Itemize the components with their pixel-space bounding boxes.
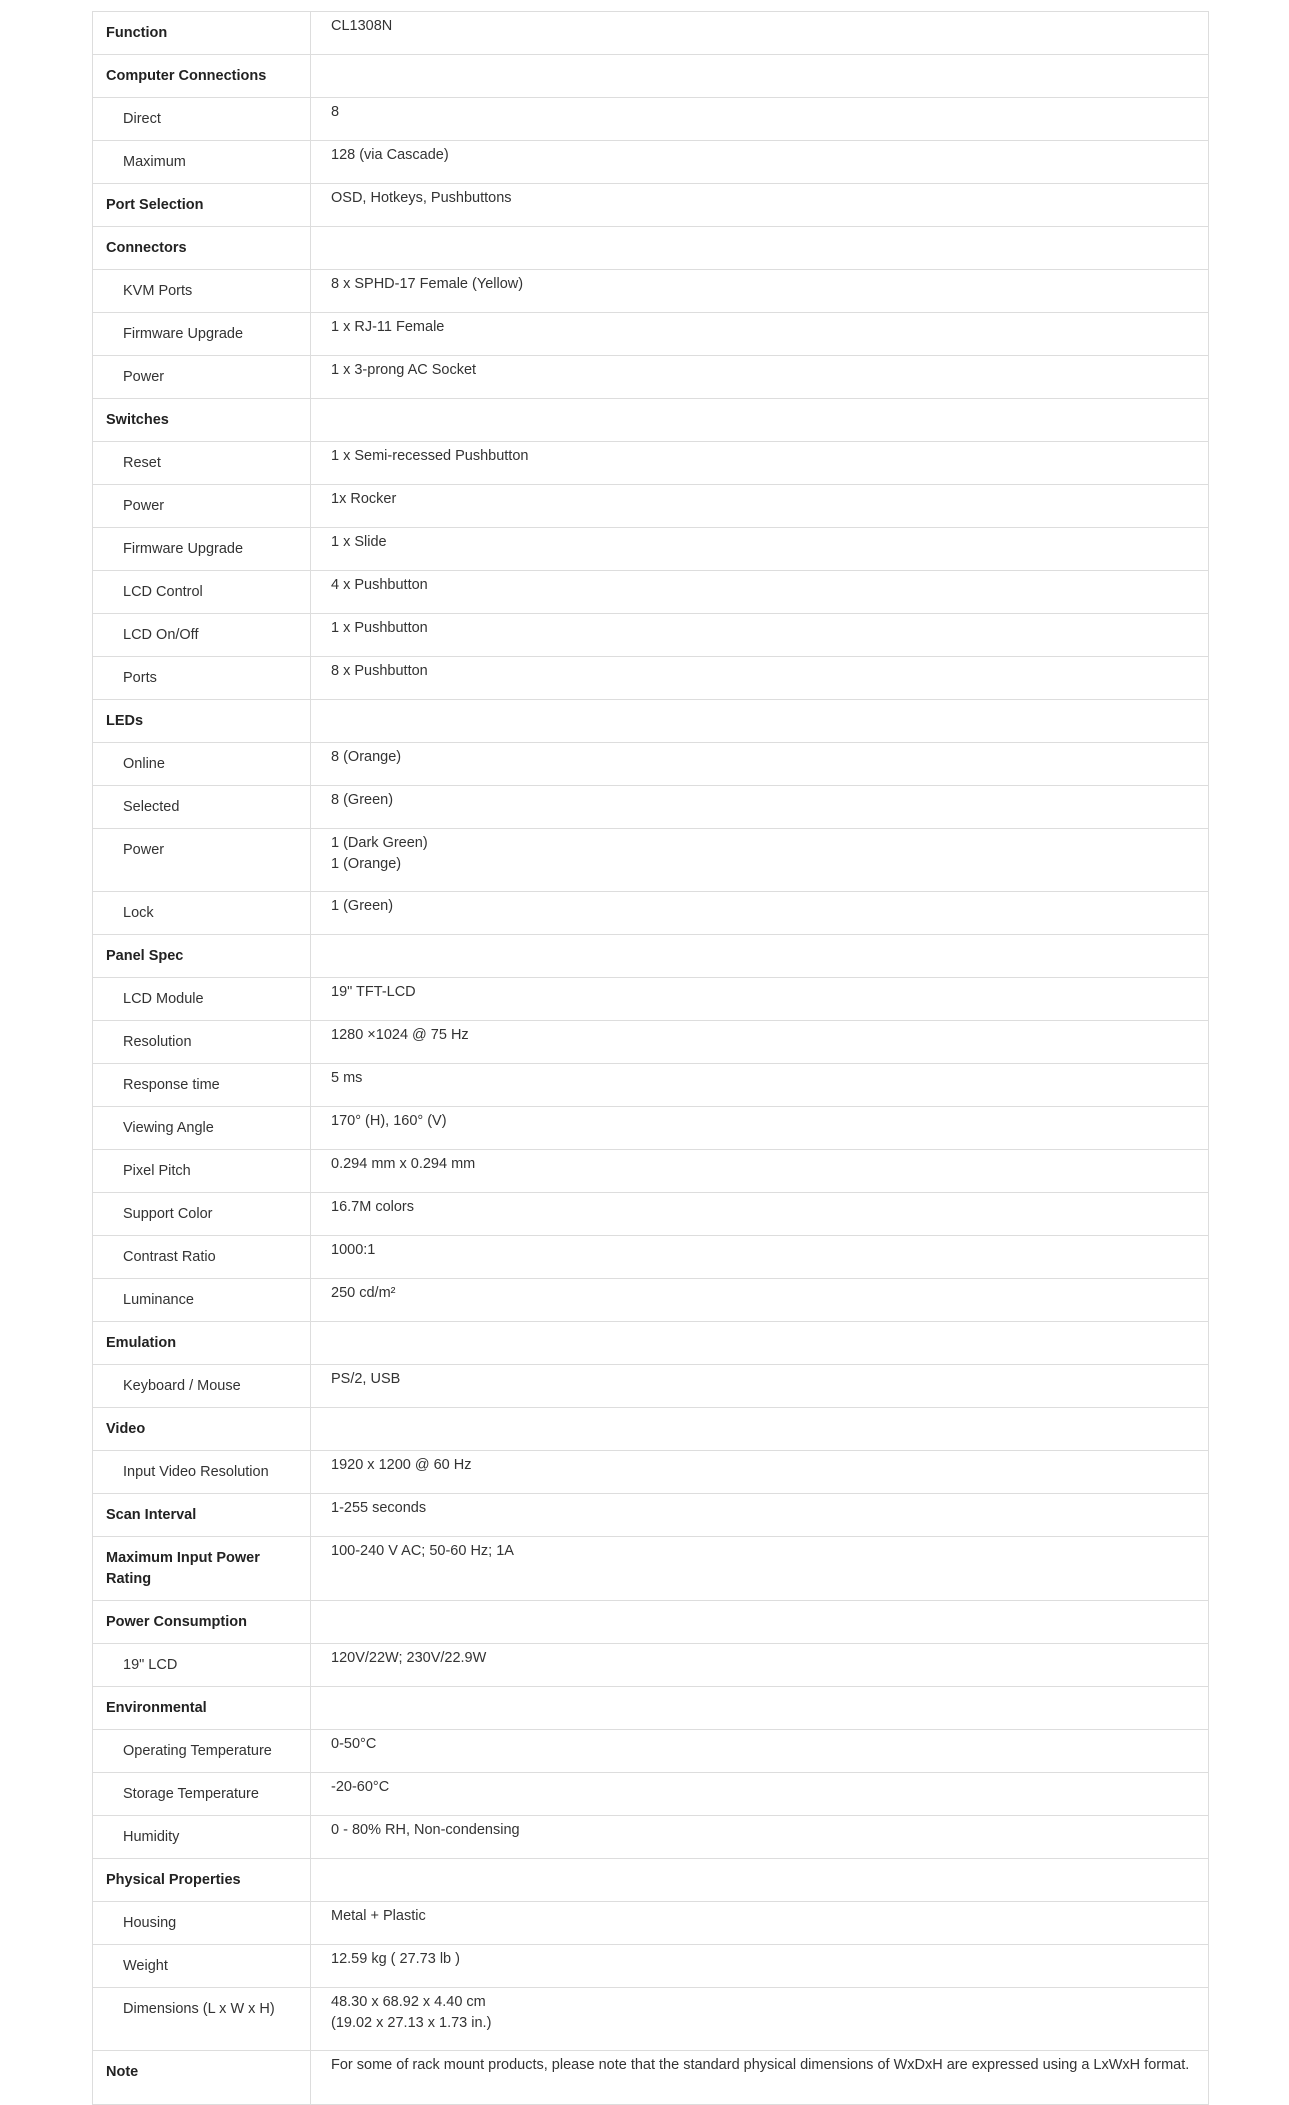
spec-value-cell [311, 1687, 1209, 1730]
spec-label-cell [93, 528, 311, 571]
spec-value: OSD, Hotkeys, Pushbuttons [331, 190, 512, 206]
spec-value-cell [311, 1451, 1209, 1494]
spec-row [93, 1064, 1209, 1107]
spec-row [93, 356, 1209, 399]
spec-label-cell [93, 1193, 311, 1236]
spec-value-cell [311, 2051, 1209, 2105]
spec-label: Maximum [123, 154, 186, 170]
spec-label-cell [93, 399, 311, 442]
spec-label: Function [106, 25, 168, 41]
spec-value-cell [311, 1021, 1209, 1064]
spec-label: Online [123, 756, 165, 772]
spec-value-cell [311, 1730, 1209, 1773]
section-title: Computer Connections [106, 68, 267, 84]
spec-label-cell [93, 1279, 311, 1322]
spec-value-cell [311, 892, 1209, 935]
section-title: Panel Spec [106, 948, 184, 964]
spec-value-cell [311, 442, 1209, 485]
spec-label: Maximum Input Power Rating [106, 1550, 260, 1587]
spec-value-cell [311, 1279, 1209, 1322]
spec-value-cell [311, 571, 1209, 614]
spec-row [93, 1494, 1209, 1537]
spec-value-cell [311, 829, 1209, 892]
spec-row [93, 1451, 1209, 1494]
spec-label-cell [93, 829, 311, 892]
spec-value: 0.294 mm x 0.294 mm [331, 1156, 476, 1172]
spec-row [93, 1644, 1209, 1687]
spec-value [311, 1322, 1208, 1336]
spec-value: 1920 x 1200 @ 60 Hz [331, 1457, 472, 1473]
spec-value-cell [311, 1107, 1209, 1150]
spec-row [93, 141, 1209, 184]
spec-row [93, 313, 1209, 356]
spec-label: Scan Interval [106, 1507, 197, 1523]
spec-label-cell [93, 1365, 311, 1408]
spec-label-cell [93, 442, 311, 485]
spec-row [93, 1365, 1209, 1408]
spec-label-cell [93, 1988, 311, 2051]
spec-value-cell [311, 700, 1209, 743]
spec-value: 8 x Pushbutton [331, 663, 428, 679]
spec-row [93, 1816, 1209, 1859]
spec-value [311, 55, 1208, 69]
spec-label-cell [93, 1150, 311, 1193]
spec-value-cell [311, 485, 1209, 528]
spec-value-cell [311, 1236, 1209, 1279]
spec-row [93, 657, 1209, 700]
spec-label-cell [93, 700, 311, 743]
spec-value-cell [311, 1150, 1209, 1193]
section-title: Physical Properties [106, 1872, 241, 1888]
spec-label-cell [93, 1773, 311, 1816]
spec-value: PS/2, USB [331, 1371, 401, 1387]
spec-label: Housing [123, 1915, 177, 1931]
spec-value: 1280 ×1024 @ 75 Hz [331, 1027, 469, 1043]
spec-value: 8 x SPHD-17 Female (Yellow) [331, 276, 524, 292]
spec-label: Support Color [123, 1206, 213, 1222]
spec-value-cell [311, 12, 1209, 55]
spec-label-cell [93, 1816, 311, 1859]
spec-value [311, 700, 1208, 714]
spec-label-cell [93, 786, 311, 829]
spec-label: Dimensions (L x W x H) [123, 2001, 275, 2017]
spec-value: 1 x Semi-recessed Pushbutton [331, 448, 529, 464]
spec-value: 170° (H), 160° (V) [331, 1113, 447, 1129]
spec-row [93, 786, 1209, 829]
spec-label: LCD Control [123, 584, 203, 600]
spec-label: Pixel Pitch [123, 1163, 191, 1179]
spec-row [93, 1279, 1209, 1322]
spec-value: 1000:1 [331, 1242, 376, 1258]
spec-value [311, 1687, 1208, 1701]
spec-label: Contrast Ratio [123, 1249, 216, 1265]
spec-value: 1 (Green) [331, 898, 394, 914]
spec-label: Input Video Resolution [123, 1464, 269, 1480]
spec-value-cell [311, 184, 1209, 227]
spec-label-cell [93, 1236, 311, 1279]
spec-row [93, 1902, 1209, 1945]
spec-row [93, 892, 1209, 935]
spec-value: 120V/22W; 230V/22.9W [331, 1650, 487, 1666]
spec-label-cell [93, 1945, 311, 1988]
spec-value: 16.7M colors [331, 1199, 415, 1215]
spec-value [311, 399, 1208, 413]
spec-label-cell [93, 485, 311, 528]
spec-row [93, 2051, 1209, 2105]
section-title: Power Consumption [106, 1614, 247, 1630]
spec-value-cell [311, 399, 1209, 442]
spec-label-cell [93, 1107, 311, 1150]
spec-label-cell [93, 356, 311, 399]
spec-row [93, 528, 1209, 571]
spec-value-cell [311, 1988, 1209, 2051]
spec-value-cell [311, 1859, 1209, 1902]
spec-value: 48.30 x 68.92 x 4.40 cm (19.02 x 27.13 x 1.73 in.) [331, 1994, 492, 2031]
spec-label: Firmware Upgrade [123, 541, 244, 557]
spec-value-cell [311, 141, 1209, 184]
spec-label: Ports [123, 670, 157, 686]
section-header-row [93, 935, 1209, 978]
spec-table-body [93, 12, 1209, 2105]
spec-label: LCD On/Off [123, 627, 199, 643]
spec-value-cell [311, 1494, 1209, 1537]
section-header-row [93, 1601, 1209, 1644]
section-header-row [93, 1859, 1209, 1902]
spec-value-cell [311, 356, 1209, 399]
spec-label: Power [123, 369, 165, 385]
spec-label: Reset [123, 455, 161, 471]
spec-label-cell [93, 892, 311, 935]
spec-label-cell [93, 935, 311, 978]
spec-value-cell [311, 743, 1209, 786]
spec-label: Direct [123, 111, 161, 127]
spec-value-cell [311, 1644, 1209, 1687]
spec-label: Humidity [123, 1829, 180, 1845]
spec-value: 5 ms [331, 1070, 363, 1086]
spec-value: 1x Rocker [331, 491, 397, 507]
spec-label: Port Selection [106, 197, 204, 213]
spec-value: 128 (via Cascade) [331, 147, 449, 163]
spec-value: 1 x Pushbutton [331, 620, 428, 636]
spec-row [93, 1537, 1209, 1601]
spec-label-cell [93, 98, 311, 141]
spec-label-cell [93, 1021, 311, 1064]
spec-value: 0-50°C [331, 1736, 377, 1752]
spec-row [93, 485, 1209, 528]
section-title: Emulation [106, 1335, 177, 1351]
spec-label-cell [93, 1730, 311, 1773]
spec-label-cell [93, 657, 311, 700]
spec-value-cell [311, 313, 1209, 356]
spec-table [92, 11, 1209, 2105]
spec-value: 1 x Slide [331, 534, 387, 550]
spec-row [93, 12, 1209, 55]
spec-label: Luminance [123, 1292, 194, 1308]
spec-label: Response time [123, 1077, 220, 1093]
spec-value: 100-240 V AC; 50-60 Hz; 1A [331, 1543, 514, 1559]
spec-label-cell [93, 270, 311, 313]
spec-value [311, 1408, 1208, 1422]
spec-row [93, 1021, 1209, 1064]
spec-row [93, 270, 1209, 313]
spec-value: -20-60°C [331, 1779, 390, 1795]
spec-label: Storage Temperature [123, 1786, 259, 1802]
spec-label-cell [93, 1601, 311, 1644]
spec-row [93, 743, 1209, 786]
spec-label-cell [93, 1644, 311, 1687]
spec-value [311, 1601, 1208, 1615]
spec-label-cell [93, 1902, 311, 1945]
spec-label: LCD Module [123, 991, 204, 1007]
spec-value: Metal + Plastic [331, 1908, 426, 1924]
spec-value-cell [311, 1902, 1209, 1945]
spec-value-cell [311, 1064, 1209, 1107]
spec-row [93, 1988, 1209, 2051]
spec-value: 19" TFT-LCD [331, 984, 416, 1000]
spec-value-cell [311, 98, 1209, 141]
spec-label-cell [93, 743, 311, 786]
spec-label: Resolution [123, 1034, 192, 1050]
spec-row [93, 1193, 1209, 1236]
spec-label-cell [93, 1494, 311, 1537]
spec-value: 1 (Dark Green) 1 (Orange) [331, 835, 428, 872]
spec-value-cell [311, 1322, 1209, 1365]
spec-label-cell [93, 12, 311, 55]
spec-label: Weight [123, 1958, 168, 1974]
spec-row [93, 184, 1209, 227]
spec-label: Firmware Upgrade [123, 326, 244, 342]
spec-label-cell [93, 614, 311, 657]
spec-value-cell [311, 978, 1209, 1021]
spec-value: 1 x 3-prong AC Socket [331, 362, 477, 378]
spec-value: 250 cd/m² [331, 1285, 396, 1301]
section-header-row [93, 1687, 1209, 1730]
spec-label: Power [123, 498, 165, 514]
spec-row [93, 442, 1209, 485]
spec-value-cell [311, 1816, 1209, 1859]
section-title: Video [106, 1421, 146, 1437]
spec-label: Keyboard / Mouse [123, 1378, 241, 1394]
spec-value: 12.59 kg ( 27.73 lb ) [331, 1951, 460, 1967]
spec-label-cell [93, 184, 311, 227]
spec-label-cell [93, 2051, 311, 2105]
spec-label: Viewing Angle [123, 1120, 214, 1136]
spec-label-cell [93, 1687, 311, 1730]
spec-value-cell [311, 1537, 1209, 1601]
spec-value: 1-255 seconds [331, 1500, 427, 1516]
spec-label-cell [93, 313, 311, 356]
spec-row [93, 1773, 1209, 1816]
spec-label-cell [93, 1451, 311, 1494]
spec-value: 8 [331, 104, 340, 120]
spec-value-cell [311, 614, 1209, 657]
spec-label-cell [93, 55, 311, 98]
spec-label-cell [93, 1537, 311, 1601]
spec-row [93, 1107, 1209, 1150]
spec-row [93, 978, 1209, 1021]
spec-label: Note [106, 2064, 139, 2080]
section-title: Connectors [106, 240, 187, 256]
spec-row [93, 571, 1209, 614]
spec-row [93, 614, 1209, 657]
spec-label-cell [93, 1322, 311, 1365]
spec-value: CL1308N [331, 18, 393, 34]
spec-value-cell [311, 270, 1209, 313]
spec-label: Lock [123, 905, 154, 921]
spec-value-cell [311, 1945, 1209, 1988]
spec-value-cell [311, 1601, 1209, 1644]
section-header-row [93, 1408, 1209, 1451]
spec-label: Operating Temperature [123, 1743, 272, 1759]
spec-value-cell [311, 657, 1209, 700]
spec-label: 19" LCD [123, 1657, 178, 1673]
spec-label-cell [93, 1064, 311, 1107]
spec-value [311, 1859, 1208, 1873]
spec-row [93, 1150, 1209, 1193]
spec-value-cell [311, 528, 1209, 571]
spec-value-cell [311, 1365, 1209, 1408]
spec-label: Power [123, 842, 165, 858]
spec-value: 4 x Pushbutton [331, 577, 428, 593]
spec-value: 1 x RJ-11 Female [331, 319, 445, 335]
spec-label-cell [93, 1859, 311, 1902]
spec-value-cell [311, 1408, 1209, 1451]
spec-value [311, 935, 1208, 949]
spec-label-cell [93, 1408, 311, 1451]
spec-label-cell [93, 571, 311, 614]
spec-row [93, 98, 1209, 141]
section-header-row [93, 1322, 1209, 1365]
spec-value-cell [311, 55, 1209, 98]
spec-label-cell [93, 978, 311, 1021]
section-header-row [93, 399, 1209, 442]
spec-value: 8 (Orange) [331, 749, 402, 765]
spec-value [311, 227, 1208, 241]
spec-value: For some of rack mount products, please note that the standard physical dimensions of WxDxH are expressed using a LxWxH format. [331, 2057, 1190, 2073]
spec-value-cell [311, 786, 1209, 829]
section-title: LEDs [106, 713, 144, 729]
section-header-row [93, 700, 1209, 743]
spec-row [93, 1730, 1209, 1773]
spec-value-cell [311, 1193, 1209, 1236]
spec-value-cell [311, 935, 1209, 978]
spec-value: 0 - 80% RH, Non-condensing [331, 1822, 520, 1838]
spec-row [93, 1236, 1209, 1279]
spec-label: Selected [123, 799, 180, 815]
spec-value: 8 (Green) [331, 792, 394, 808]
spec-label-cell [93, 141, 311, 184]
spec-label: KVM Ports [123, 283, 193, 299]
spec-row [93, 829, 1209, 892]
spec-label-cell [93, 227, 311, 270]
section-header-row [93, 227, 1209, 270]
spec-value-cell [311, 227, 1209, 270]
section-title: Switches [106, 412, 169, 428]
section-header-row [93, 55, 1209, 98]
section-title: Environmental [106, 1700, 207, 1716]
spec-row [93, 1945, 1209, 1988]
spec-value-cell [311, 1773, 1209, 1816]
